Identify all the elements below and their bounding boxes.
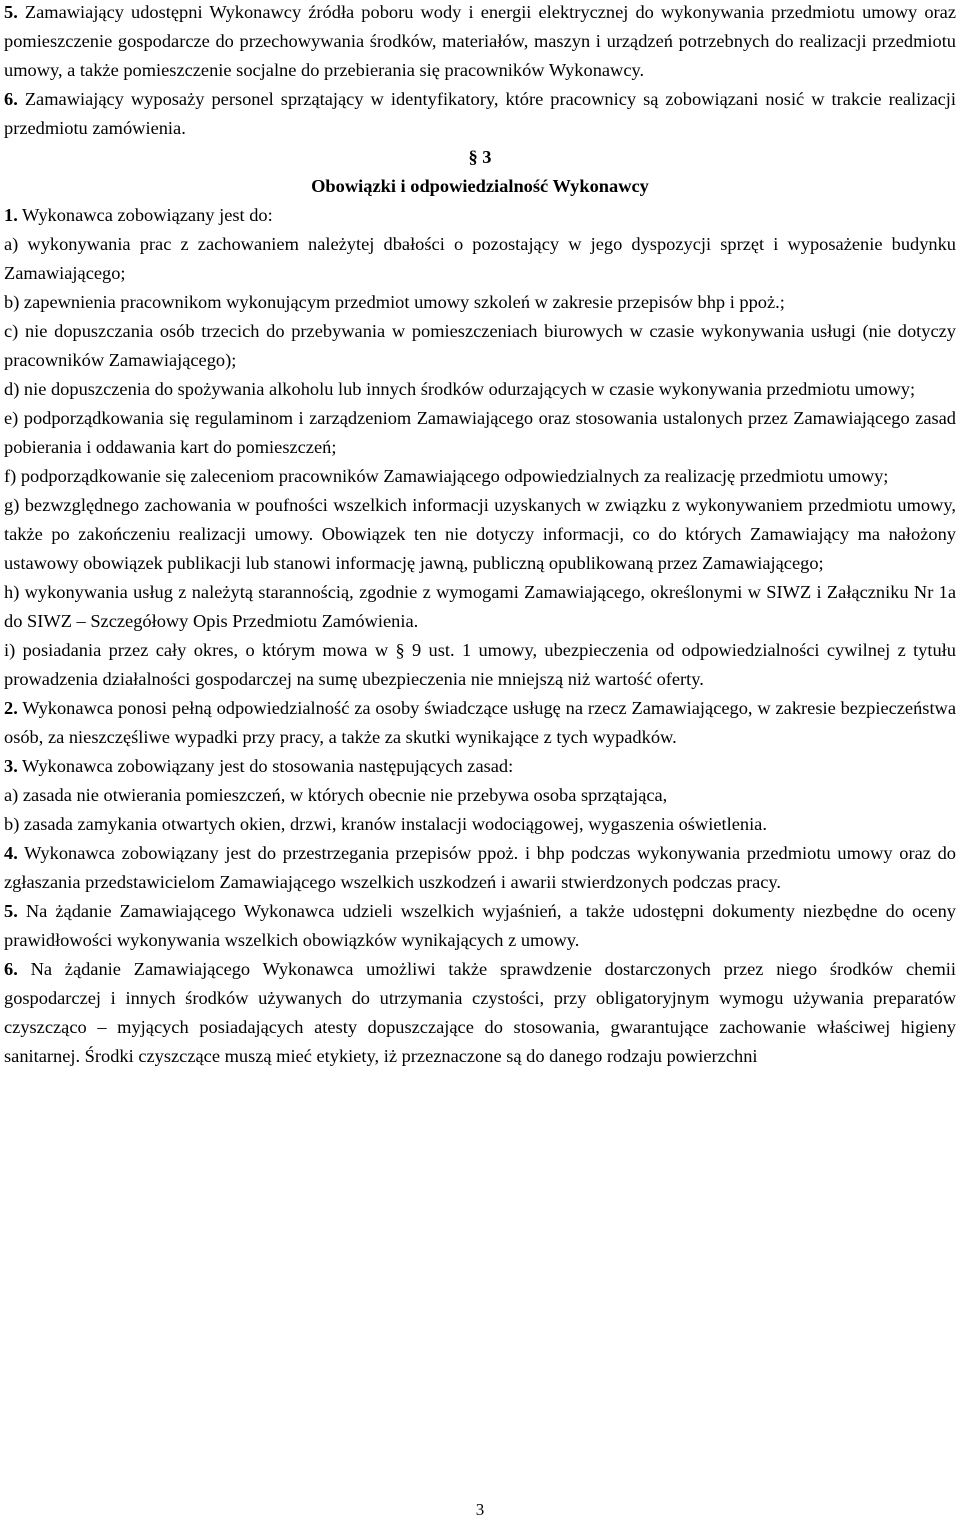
paragraph-text: Wykonawca zobowiązany jest do: [17, 205, 273, 225]
paragraph-text: a) zasada nie otwierania pomieszczeń, w których obecnie nie przebywa osoba sprzątająca, [4, 785, 668, 805]
numbered-paragraph [4, 955, 956, 1071]
paragraph-text: Wykonawca zobowiązany jest do stosowania następujących zasad: [17, 756, 514, 776]
paragraph-number: 3. [4, 756, 18, 776]
paragraphs-before-section [4, 0, 956, 143]
list-item [4, 462, 956, 491]
document-body [4, 0, 956, 1071]
list-item [4, 810, 956, 839]
section-number: 3 [482, 147, 492, 167]
paragraph-number: 2. [4, 698, 18, 718]
paragraph-text: Na żądanie Zamawiającego Wykonawca umożliwi także sprawdzenie dostarczonych przez niego środków chemii gospodarczej i innych środków używanych do utrzymania czystości, przy obligatoryjnym wymogu używania preparatów czyszcząco – myjących posiadających atesty dopuszczające do stosowania, gwarantujące zachowanie właściwej higieny sanitarnej. Środki czyszczące muszą mieć etykiety, iż przeznaczone są do danego rodzaju powierzchni [4, 959, 956, 1066]
paragraph-number: 6. [4, 959, 18, 979]
list-item [4, 404, 956, 462]
numbered-paragraph [4, 752, 956, 781]
section-number-heading [4, 143, 956, 172]
paragraphs-after-section [4, 201, 956, 1071]
list-item [4, 491, 956, 578]
page-number: 3 [475, 1500, 485, 1519]
list-item [4, 578, 956, 636]
section-title: Obowiązki i odpowiedzialność Wykonawcy [311, 176, 649, 196]
section-sign: § [468, 147, 478, 167]
list-item [4, 781, 956, 810]
paragraph-text: f) podporządkowanie się zaleceniom pracowników Zamawiającego odpowiedzialnych za realizację przedmiotu umowy; [4, 466, 889, 486]
list-item [4, 636, 956, 694]
paragraph-text: a) wykonywania prac z zachowaniem należytej dbałości o pozostający w jego dyspozycji sprzęt i wyposażenie budynku Zamawiającego; [4, 234, 956, 283]
numbered-paragraph [4, 0, 956, 85]
paragraph-text: g) bezwzględnego zachowania w poufności wszelkich informacji uzyskanych w związku z wykonywaniem przedmiotu umowy, także po zakończeniu realizacji umowy. Obowiązek ten nie dotyczy informacji, co do których Zamawiający ma nałożony ustawowy obowiązek publikacji lub stanowi informację jawną, publiczną opublikowaną przez Zamawiającego; [4, 495, 956, 573]
paragraph-text: e) podporządkowania się regulaminom i zarządzeniom Zamawiającego oraz stosowania ustalonych przez Zamawiającego zasad pobierania i oddawania kart do pomieszczeń; [4, 408, 956, 457]
paragraph-number: 1. [4, 205, 18, 225]
paragraph-text: Zamawiający udostępni Wykonawcy źródła poboru wody i energii elektrycznej do wykonywania przedmiotu umowy oraz pomieszczenie gospodarcze do przechowywania środków, materiałów, maszyn i urządzeń potrzebnych do realizacji przedmiotu umowy, a także pomieszczenie socjalne do przebierania się pracowników Wykonawcy. [4, 2, 956, 80]
paragraph-text: b) zasada zamykania otwartych okien, drzwi, kranów instalacji wodociągowej, wygaszenia oświetlenia. [4, 814, 767, 834]
paragraph-text: c) nie dopuszczania osób trzecich do przebywania w pomieszczeniach biurowych w czasie wykonywania usługi (nie dotyczy pracowników Zamawiającego); [4, 321, 956, 370]
numbered-paragraph [4, 694, 956, 752]
paragraph-text: Wykonawca ponosi pełną odpowiedzialność za osoby świadczące usługę na rzecz Zamawiającego, w zakresie bezpieczeństwa osób, za nieszczęśliwe wypadki przy pracy, a także za skutki wynikające z tych wypadków. [4, 698, 956, 747]
paragraph-text: Na żądanie Zamawiającego Wykonawca udzieli wszelkich wyjaśnień, a także udostępni dokumenty niezbędne do oceny prawidłowości wykonywania wszelkich obowiązków wynikających z umowy. [4, 901, 956, 950]
numbered-paragraph [4, 897, 956, 955]
paragraph-text: d) nie dopuszczenia do spożywania alkoholu lub innych środków odurzających w czasie wykonywania przedmiotu umowy; [4, 379, 916, 399]
paragraph-text: b) zapewnienia pracownikom wykonującym przedmiot umowy szkoleń w zakresie przepisów bhp i ppoż.; [4, 292, 785, 312]
numbered-paragraph [4, 201, 956, 230]
numbered-paragraph [4, 839, 956, 897]
paragraph-text: h) wykonywania usług z należytą starannością, zgodnie z wymogami Zamawiającego, określonymi w SIWZ i Załączniku Nr 1a do SIWZ – Szczegółowy Opis Przedmiotu Zamówienia. [4, 582, 956, 631]
list-item [4, 288, 956, 317]
list-item [4, 230, 956, 288]
paragraph-text: i) posiadania przez cały okres, o którym mowa w § 9 ust. 1 umowy, ubezpieczenia od odpowiedzialności cywilnej z tytułu prowadzenia działalności gospodarczej na sumę ubezpieczenia nie mniejszą niż wartość oferty. [4, 640, 956, 689]
numbered-paragraph [4, 85, 956, 143]
list-item [4, 375, 956, 404]
paragraph-number: 6. [4, 89, 18, 109]
paragraph-number: 4. [4, 843, 18, 863]
paragraph-text: Zamawiający wyposaży personel sprzątający w identyfikatory, które pracownicy są zobowiązani nosić w trakcie realizacji przedmiotu zamówienia. [4, 89, 956, 138]
list-item [4, 317, 956, 375]
paragraph-text: Wykonawca zobowiązany jest do przestrzegania przepisów ppoż. i bhp podczas wykonywania przedmiotu umowy oraz do zgłaszania przedstawicielom Zamawiającego wszelkich uszkodzeń i awarii stwierdzonych podczas pracy. [4, 843, 956, 892]
paragraph-number: 5. [4, 901, 18, 921]
paragraph-number: 5. [4, 2, 18, 22]
